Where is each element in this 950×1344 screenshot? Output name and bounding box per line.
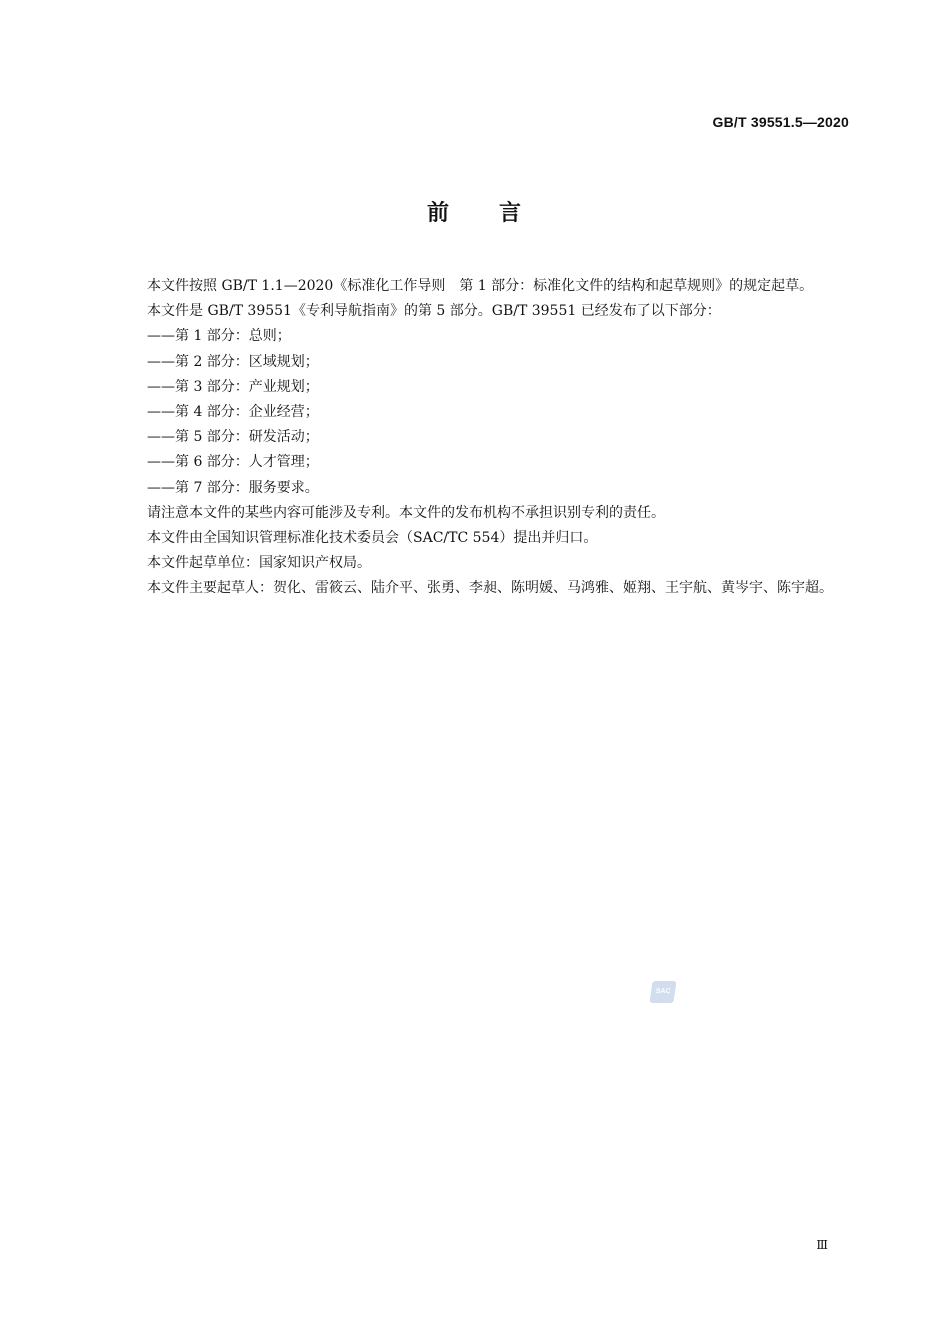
sac-watermark-text: SAC [655,988,671,995]
list-item-part-3: ——第 3 部分：产业规划； [147,378,319,395]
paragraph-drafting-unit: 本文件起草单位：国家知识产权局。 [147,555,371,572]
list-item-part-2: ——第 2 部分：区域规划； [147,353,319,370]
list-item-part-4: ——第 4 部分：企业经营； [147,404,319,421]
standard-code: GB/T 39551.5—2020 [712,114,849,130]
paragraph-patent-notice: 请注意本文件的某些内容可能涉及专利。本文件的发布机构不承担识别专利的责任。 [147,504,665,521]
page-title: 前 言 [426,201,523,226]
list-item-part-7: ——第 7 部分：服务要求。 [147,479,319,496]
foreword-body [114,274,850,602]
paragraph-series-intro: 本文件是 GB/T 39551《专利导航指南》的第 5 部分。GB/T 39551 已经发布了以下部分： [147,303,721,320]
sac-watermark-logo [649,981,676,1003]
paragraph-proposer: 本文件由全国知识管理标准化技术委员会（SAC/TC 554）提出并归口。 [147,530,598,547]
paragraph-drafting-rules: 本文件按照 GB/T 1.1—2020《标准化工作导则 第 1 部分：标准化文件的结构和起草规则》的规定起草。 [147,278,814,294]
page-number: Ⅲ [816,1238,828,1252]
list-item-part-5: ——第 5 部分：研发活动； [147,429,319,446]
paragraph-drafters: 本文件主要起草人：贺化、雷筱云、陆介平、张勇、李昶、陈明媛、马鸿雅、姬翔、王宇航、黄岑宇、陈宇超。 [147,580,833,597]
list-item-part-6: ——第 6 部分：人才管理； [147,454,319,471]
list-item-part-1: ——第 1 部分：总则； [147,328,291,345]
